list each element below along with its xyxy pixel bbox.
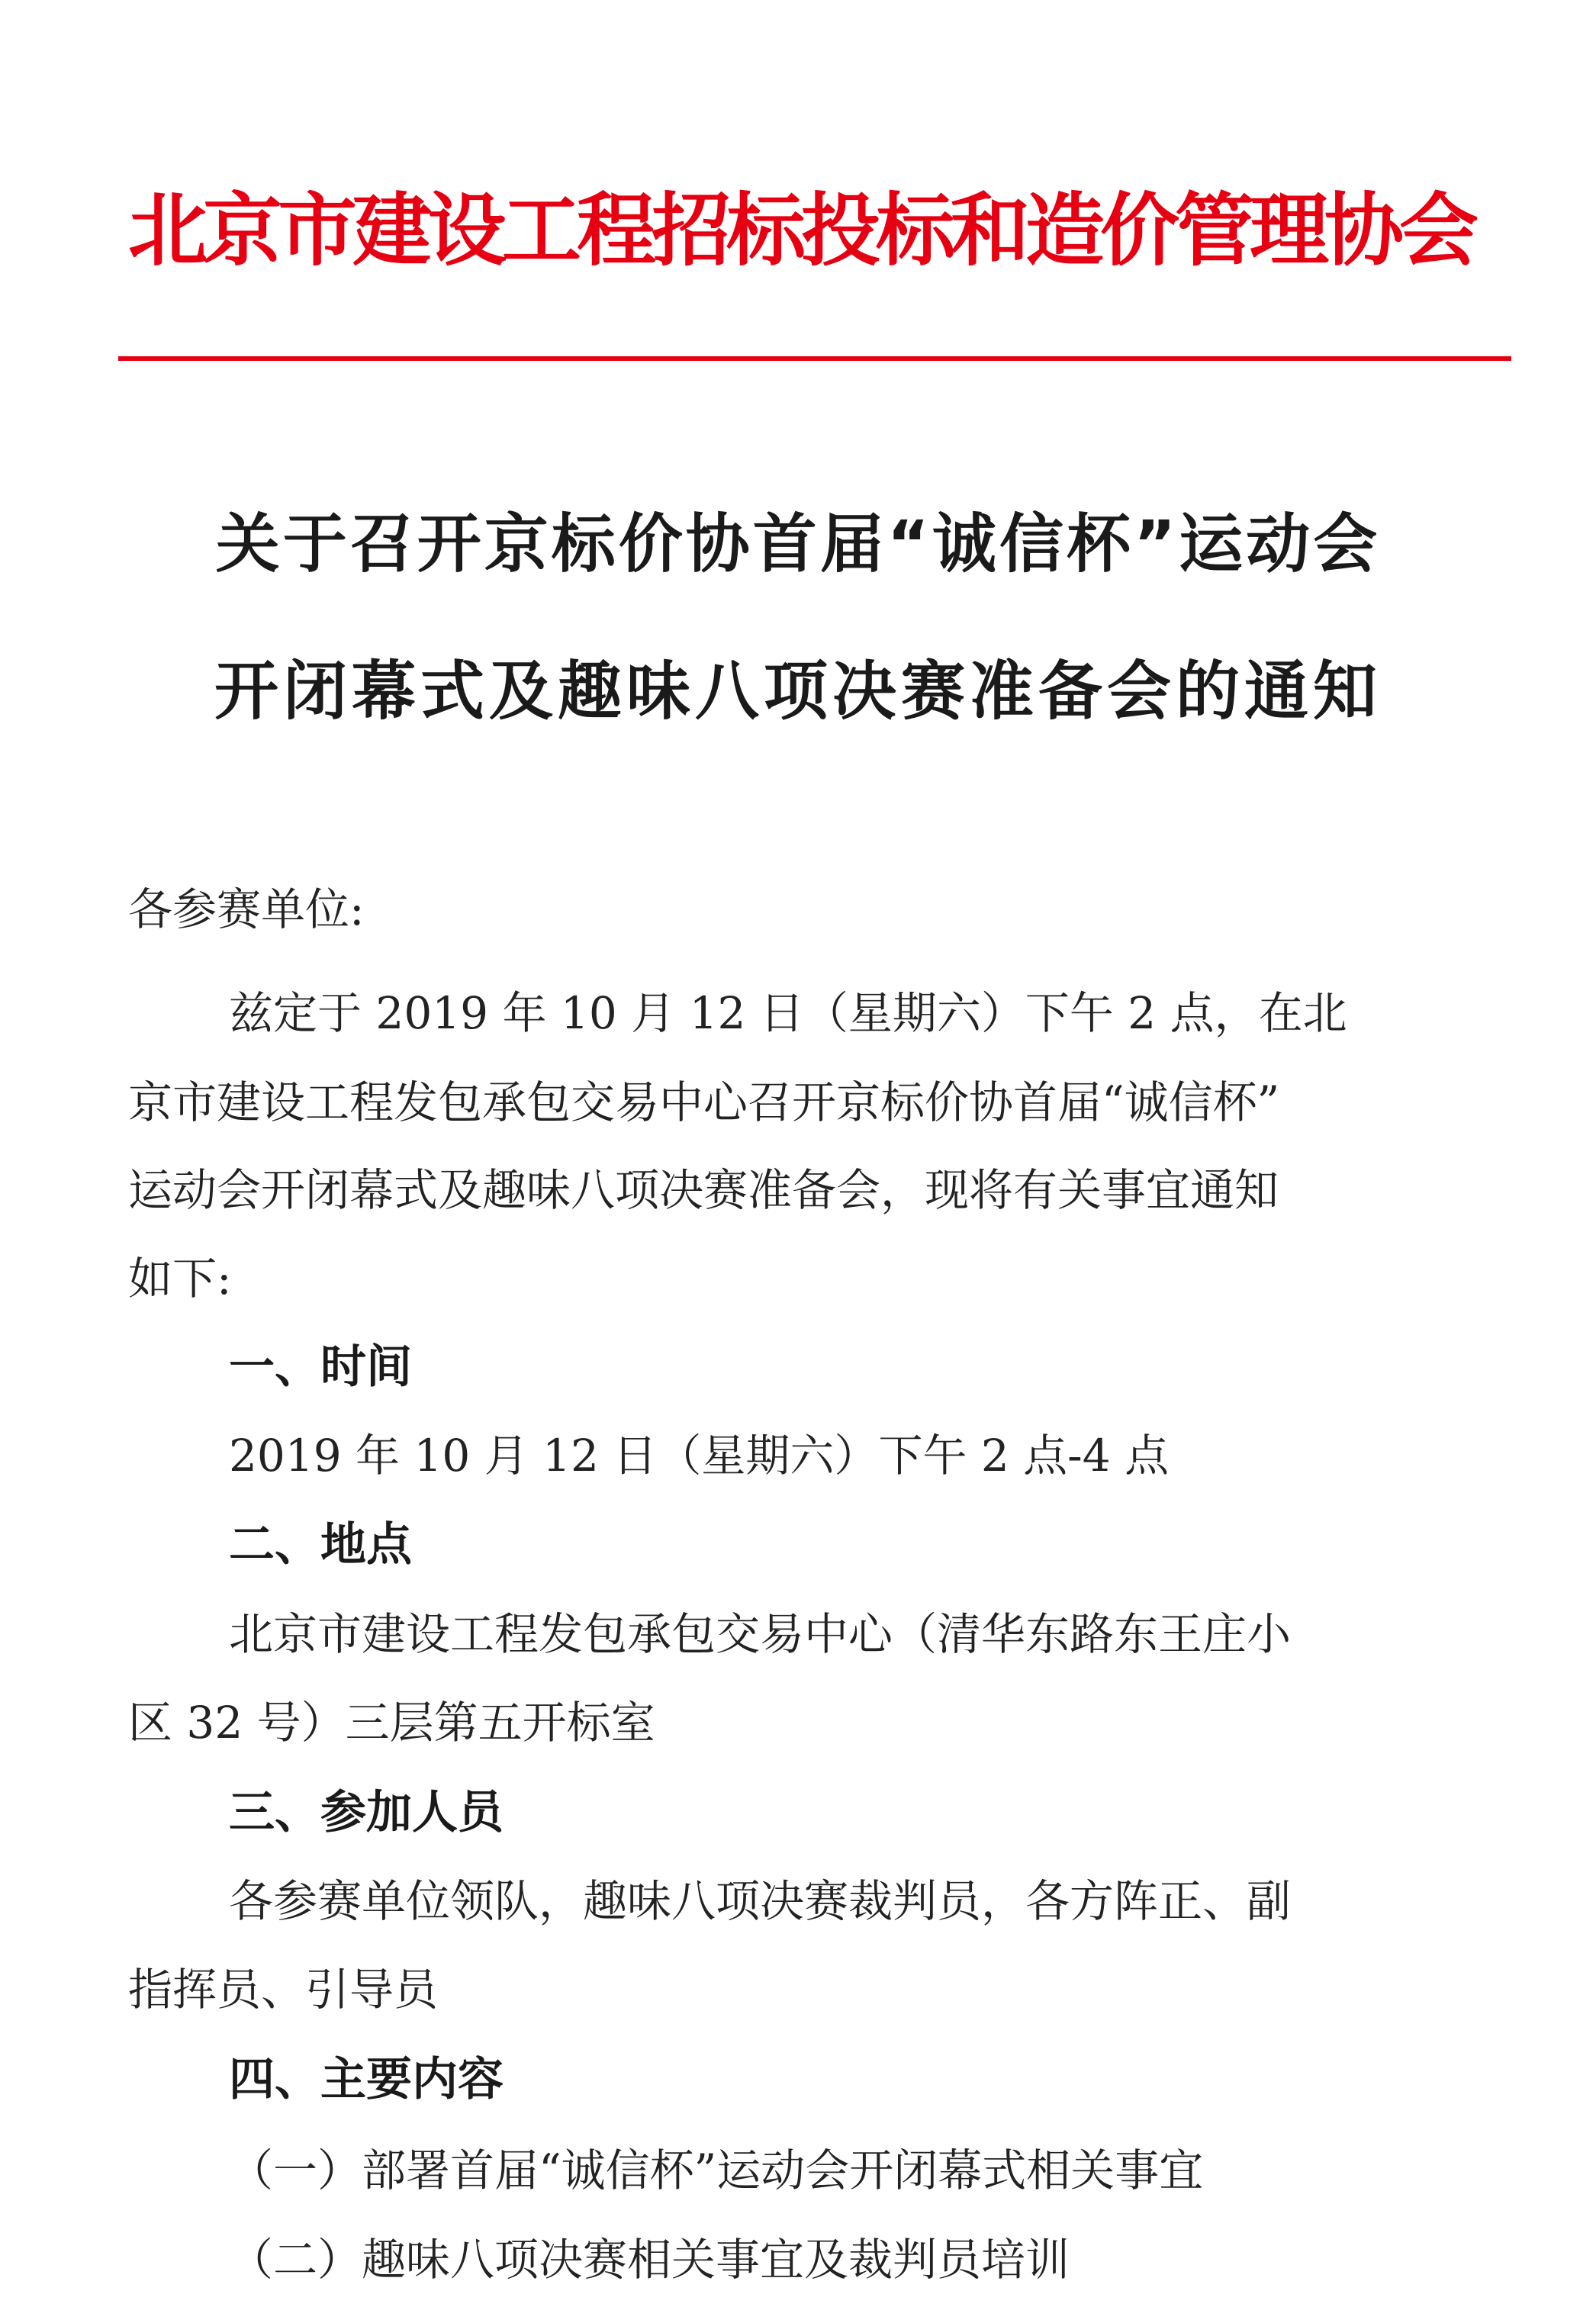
section-heading-location: 二、地点 [229, 1518, 412, 1572]
section-heading-participants: 三、参加人员 [229, 1786, 504, 1839]
section-line: 指挥员、引导员 [128, 1964, 439, 2016]
header-divider [118, 356, 1511, 361]
section-line: （一）部署首届“诚信杯”运动会开闭幕式相关事宜 [229, 2144, 1204, 2196]
section-line: 各参赛单位领队，趣味八项决赛裁判员，各方阵正、副 [229, 1875, 1292, 1927]
section-line: 北京市建设工程发包承包交易中心（清华东路东王庄小 [229, 1608, 1292, 1660]
section-line: （二）趣味八项决赛相关事宜及裁判员培训 [229, 2234, 1070, 2286]
section-heading-time: 一、时间 [229, 1340, 412, 1394]
salutation: 各参赛单位: [128, 883, 365, 935]
notice-title-line-1: 关于召开京标价协首届“诚信杯”运动会 [215, 507, 1381, 581]
issuing-organization-header: 北京市建设工程招标投标和造价管理协会 [128, 184, 1475, 277]
intro-line: 兹定于 2019 年 10 月 12 日（星期六）下午 2 点，在北 [229, 987, 1347, 1039]
notice-title-line-2: 开闭幕式及趣味八项决赛准备会的通知 [214, 654, 1382, 729]
section-heading-main-content: 四、主要内容 [229, 2053, 504, 2106]
intro-line: 如下: [128, 1253, 232, 1305]
intro-line: 运动会开闭幕式及趣味八项决赛准备会，现将有关事宜通知 [128, 1164, 1279, 1216]
section-line: 2019 年 10 月 12 日（星期六）下午 2 点-4 点 [229, 1430, 1170, 1482]
intro-line: 京市建设工程发包承包交易中心召开京标价协首届“诚信杯” [128, 1076, 1280, 1128]
section-line: 区 32 号）三层第五开标室 [128, 1697, 655, 1749]
